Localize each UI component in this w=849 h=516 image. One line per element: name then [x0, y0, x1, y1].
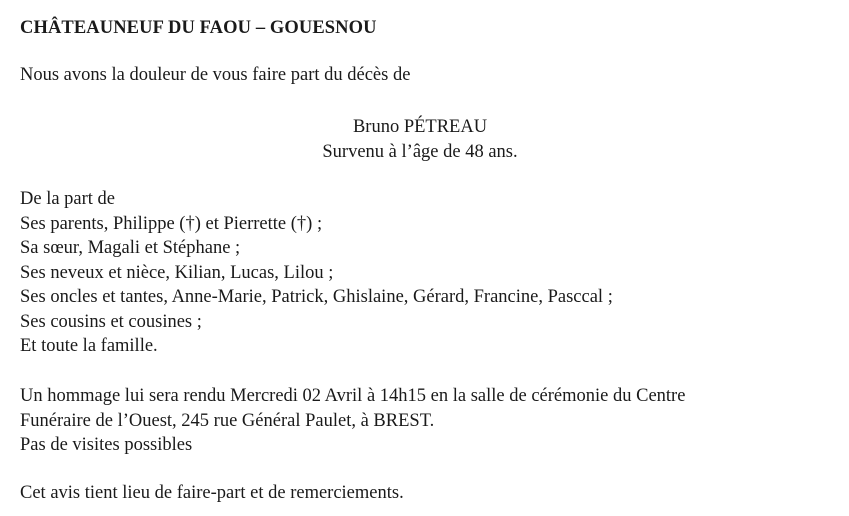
deceased-age: Survenu à l’âge de 48 ans.: [322, 141, 518, 162]
ceremony-info: [20, 384, 685, 458]
ceremony-line: Un hommage lui sera rendu Mercredi 02 Avril à 14h15 en la salle de cérémonie du Centre: [20, 386, 686, 406]
deceased-name: Bruno PÉTREAU: [352, 117, 488, 137]
family-line: Et toute la famille.: [20, 336, 158, 356]
family-line: Ses cousins et cousines ;: [20, 311, 202, 332]
deceased-block: [20, 115, 820, 164]
family-line: Sa sœur, Magali et Stéphane ;: [20, 238, 241, 258]
family-list: [20, 187, 613, 359]
ceremony-line: Funéraire de l’Ouest, 245 rue Général Paulet, à BREST.: [20, 410, 435, 431]
family-line: De la part de: [20, 189, 116, 209]
family-line: Ses parents, Philippe (†) et Pierrette (†) ;: [20, 213, 323, 234]
ceremony-line: Pas de visites possibles: [20, 435, 193, 455]
notice-intro: Nous avons la douleur de vous faire part du décès de: [20, 65, 411, 85]
family-line: Ses oncles et tantes, Anne-Marie, Patrick, Ghislaine, Gérard, Francine, Pasccal ;: [20, 287, 613, 307]
closing-line: Cet avis tient lieu de faire-part et de remerciements.: [20, 483, 404, 503]
family-line: Ses neveux et nièce, Kilian, Lucas, Lilou ;: [20, 262, 334, 283]
notice-title: CHÂTEAUNEUF DU FAOU – GOUESNOU: [20, 18, 377, 38]
